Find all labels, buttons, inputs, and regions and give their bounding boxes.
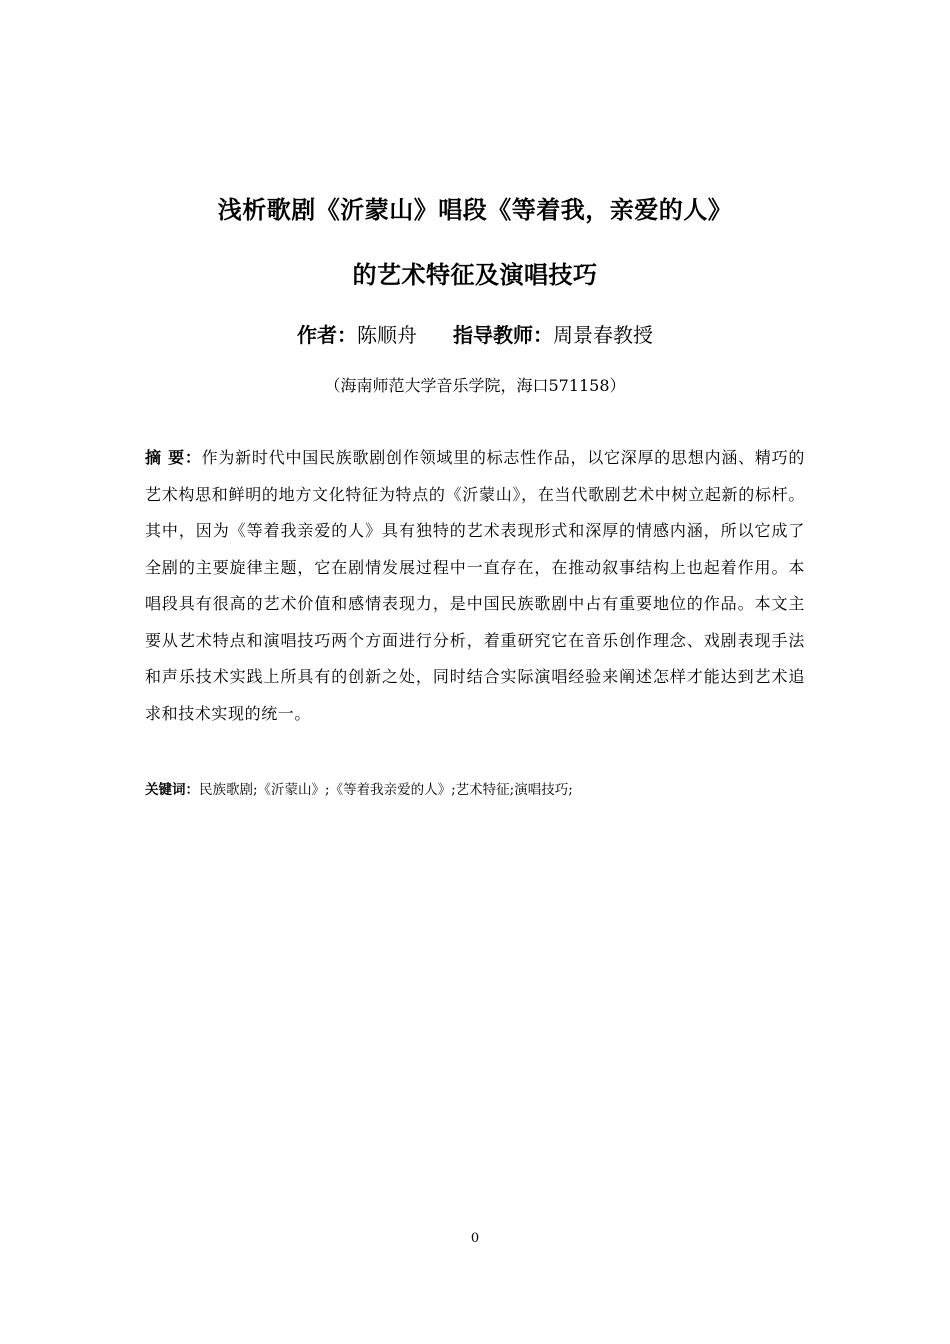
author-name: 陈顺舟 <box>357 323 417 347</box>
title-line-2: 的艺术特征及演唱技巧 <box>352 261 598 289</box>
byline <box>0 319 950 348</box>
author-label: 作者： <box>297 323 357 347</box>
abstract-label: 摘 要： <box>145 448 202 467</box>
advisor-label: 指导教师： <box>453 323 553 347</box>
advisor-name: 周景春教授 <box>553 323 653 347</box>
affiliation: （海南师范大学音乐学院，海口571158） <box>324 376 626 395</box>
abstract-text: 作为新时代中国民族歌剧创作领域里的标志性作品，以它深厚的思想内涵、精巧的艺术构思和鲜明的地方文化特征为特点的《沂蒙山》，在当代歌剧艺术中树立起新的标杆。其中，因为《等着我亲爱的人》具有独特的艺术表现形式和深厚的情感内涵，所以它成了全剧的主要旋律主题，它在剧情发展过程中一直存在，在推动叙事结构上也起着作用。本唱段具有很高的艺术价值和感情表现力，是中国民族歌剧中占有重要地位的作品。本文主要从艺术特点和演唱技巧两个方面进行分析，着重研究它在音乐创作理念、戏剧表现手法和声乐技术实践上所具有的创新之处，同时结合实际演唱经验来阐述怎样才能达到艺术追求和技术实现的统一。 <box>145 448 805 723</box>
keywords <box>145 779 805 801</box>
keywords-label: 关键词： <box>145 782 199 798</box>
page-number: 0 <box>470 1231 480 1246</box>
keywords-text: 民族歌剧;《沂蒙山》;《等着我亲爱的人》;艺术特征;演唱技巧; <box>199 782 573 798</box>
title-line-1: 浅析歌剧《沂蒙山》唱段《等着我，亲爱的人》 <box>217 196 733 224</box>
abstract <box>145 440 805 732</box>
